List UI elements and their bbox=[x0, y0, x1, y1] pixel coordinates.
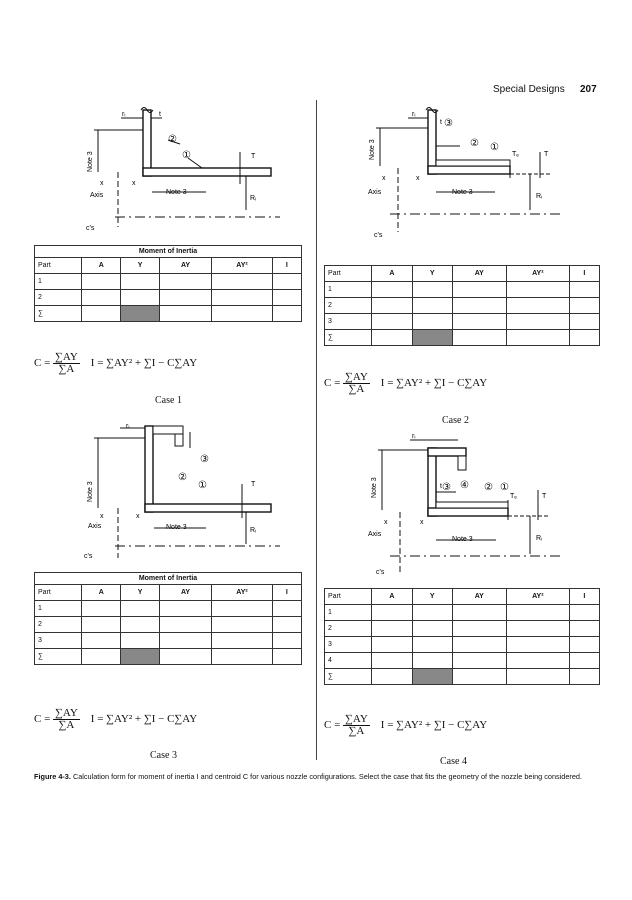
case1-label: Case 1 bbox=[155, 395, 182, 406]
c-fraction bbox=[53, 352, 80, 375]
T-label: T bbox=[251, 153, 256, 160]
i-expression: I = ∑AY² + ∑I − C∑AY bbox=[90, 357, 198, 370]
case4-diagram bbox=[360, 428, 600, 578]
case4-table bbox=[324, 588, 600, 685]
cs-label: c's bbox=[374, 232, 383, 239]
col-i: I bbox=[569, 589, 599, 605]
col-i: I bbox=[272, 585, 301, 601]
c-fraction bbox=[343, 372, 370, 395]
row-part-label: 2 bbox=[35, 290, 82, 306]
row-part-label: 4 bbox=[325, 653, 372, 669]
col-part: Part bbox=[325, 589, 372, 605]
rt-label: rᵢ bbox=[122, 111, 126, 118]
case1-diagram bbox=[70, 102, 300, 242]
col-ay: AY bbox=[159, 258, 212, 274]
row-part-label: 1 bbox=[35, 601, 82, 617]
T-label: T bbox=[544, 151, 549, 158]
cs-label: c's bbox=[84, 553, 93, 560]
col-part: Part bbox=[325, 266, 372, 282]
Te-label: Tₑ bbox=[512, 151, 519, 158]
rt-label: rᵢ bbox=[412, 111, 416, 118]
T-label: T bbox=[542, 493, 547, 500]
row-part-label: 1 bbox=[325, 282, 372, 298]
case3-diagram bbox=[70, 418, 300, 568]
callout-1: ① bbox=[182, 150, 191, 161]
row-sum-label: ∑ bbox=[35, 649, 82, 665]
cs-label: c's bbox=[86, 225, 95, 232]
c-fraction bbox=[343, 714, 370, 737]
c-numerator: ∑AY bbox=[345, 713, 368, 725]
note3-horizontal: Note 3 bbox=[166, 189, 187, 196]
case3-label: Case 3 bbox=[150, 750, 177, 761]
t-label: t bbox=[159, 111, 161, 118]
callout-2: ② bbox=[470, 138, 479, 149]
callout-2: ② bbox=[484, 482, 493, 493]
i-expression: I = ∑AY² + ∑I − C∑AY bbox=[90, 713, 198, 726]
case1-formula bbox=[34, 352, 197, 375]
case2-diagram bbox=[360, 102, 600, 242]
col-part: Part bbox=[35, 258, 82, 274]
c-numerator: ∑AY bbox=[55, 707, 78, 719]
note3-vertical: Note 3 bbox=[87, 151, 94, 172]
Ri-label: Rᵢ bbox=[250, 527, 257, 534]
Ri-label: Rᵢ bbox=[536, 535, 543, 542]
note3-vertical: Note 3 bbox=[369, 139, 376, 160]
callout-1: ① bbox=[198, 480, 207, 491]
callout-4: ④ bbox=[460, 480, 469, 491]
T-label: T bbox=[251, 481, 256, 488]
x-label-left: x bbox=[100, 180, 104, 187]
axis-label: Axis bbox=[88, 523, 102, 530]
table-title: Moment of Inertia bbox=[35, 573, 302, 585]
col-a: A bbox=[372, 266, 413, 282]
i-expression: I = ∑AY² + ∑I − C∑AY bbox=[380, 377, 488, 390]
i-expression: I = ∑AY² + ∑I − C∑AY bbox=[380, 719, 488, 732]
c-equals: C = bbox=[34, 713, 51, 726]
axis-label: Axis bbox=[368, 189, 382, 196]
col-y: Y bbox=[121, 258, 159, 274]
callout-1: ① bbox=[500, 482, 509, 493]
x-label-left: x bbox=[100, 513, 104, 520]
c-denominator: ∑A bbox=[58, 363, 75, 375]
col-y: Y bbox=[412, 266, 452, 282]
rt-label: rᵢ bbox=[126, 423, 130, 430]
rt-label: rᵢ bbox=[412, 433, 416, 440]
col-ay2: AY² bbox=[507, 266, 569, 282]
x-label-left: x bbox=[382, 175, 386, 182]
col-ay: AY bbox=[452, 266, 507, 282]
table-title: Moment of Inertia bbox=[35, 246, 302, 258]
page-number: 207 bbox=[580, 84, 597, 95]
callout-3: ③ bbox=[200, 454, 209, 465]
case2-label: Case 2 bbox=[442, 415, 469, 426]
row-part-label: 3 bbox=[325, 637, 372, 653]
row-sum-label: ∑ bbox=[325, 669, 372, 685]
col-y: Y bbox=[121, 585, 159, 601]
col-a: A bbox=[372, 589, 413, 605]
col-y: Y bbox=[412, 589, 452, 605]
c-denominator: ∑A bbox=[348, 383, 365, 395]
col-ay2: AY² bbox=[212, 585, 272, 601]
t-label: t bbox=[440, 119, 442, 126]
cs-label: c's bbox=[376, 569, 385, 576]
axis-label: Axis bbox=[90, 192, 104, 199]
col-ay2: AY² bbox=[507, 589, 569, 605]
callout-3: ③ bbox=[444, 118, 453, 129]
row-sum-label: ∑ bbox=[35, 306, 82, 322]
col-a: A bbox=[82, 258, 121, 274]
callout-2: ② bbox=[178, 472, 187, 483]
col-i: I bbox=[272, 258, 301, 274]
axis-label: Axis bbox=[368, 531, 382, 538]
row-part-label: 2 bbox=[325, 298, 372, 314]
figure-number: Figure 4-3. bbox=[34, 772, 71, 781]
case3-table bbox=[34, 572, 302, 665]
x-label-right: x bbox=[136, 513, 140, 520]
Ri-label: Rᵢ bbox=[250, 195, 257, 202]
row-part-label: 2 bbox=[325, 621, 372, 637]
callout-1: ① bbox=[490, 142, 499, 153]
row-part-label: 3 bbox=[325, 314, 372, 330]
c-denominator: ∑A bbox=[58, 719, 75, 731]
case2-formula bbox=[324, 372, 487, 395]
row-sum-label: ∑ bbox=[325, 330, 372, 346]
case4-label: Case 4 bbox=[440, 756, 467, 767]
note3-vertical: Note 3 bbox=[87, 481, 94, 502]
row-part-label: 3 bbox=[35, 633, 82, 649]
case3-formula bbox=[34, 708, 197, 731]
col-ay: AY bbox=[452, 589, 507, 605]
c-equals: C = bbox=[324, 719, 341, 732]
row-part-label: 1 bbox=[35, 274, 82, 290]
c-equals: C = bbox=[324, 377, 341, 390]
case2-table bbox=[324, 265, 600, 346]
x-label-right: x bbox=[416, 175, 420, 182]
col-part: Part bbox=[35, 585, 82, 601]
row-part-label: 2 bbox=[35, 617, 82, 633]
x-label-right: x bbox=[420, 519, 424, 526]
x-label-right: x bbox=[132, 180, 136, 187]
note3-vertical: Note 3 bbox=[371, 477, 378, 498]
running-header-title: Special Designs bbox=[493, 84, 565, 95]
callout-2: ② bbox=[168, 134, 177, 145]
Te-label: Tₑ bbox=[510, 493, 517, 500]
c-numerator: ∑AY bbox=[55, 351, 78, 363]
c-numerator: ∑AY bbox=[345, 371, 368, 383]
Ri-label: Rᵢ bbox=[536, 193, 543, 200]
case4-formula bbox=[324, 714, 487, 737]
figure-caption-text: Calculation form for moment of inertia I and centroid C for various nozzle configurations. Select the case that fits the geometry of the nozzle being considered. bbox=[72, 772, 582, 781]
col-ay: AY bbox=[159, 585, 212, 601]
note3-horizontal: Note 3 bbox=[166, 524, 187, 531]
note3-horizontal: Note 3 bbox=[452, 536, 473, 543]
c-denominator: ∑A bbox=[348, 725, 365, 737]
col-i: I bbox=[569, 266, 599, 282]
col-a: A bbox=[82, 585, 121, 601]
x-label-left: x bbox=[384, 519, 388, 526]
case1-table bbox=[34, 245, 302, 322]
row-part-label: 1 bbox=[325, 605, 372, 621]
figure-caption bbox=[34, 772, 598, 782]
t-label: t bbox=[440, 483, 442, 490]
c-equals: C = bbox=[34, 357, 51, 370]
c-fraction bbox=[53, 708, 80, 731]
column-divider bbox=[316, 100, 317, 760]
note3-horizontal: Note 3 bbox=[452, 189, 473, 196]
col-ay2: AY² bbox=[212, 258, 272, 274]
callout-3: ③ bbox=[442, 482, 451, 493]
